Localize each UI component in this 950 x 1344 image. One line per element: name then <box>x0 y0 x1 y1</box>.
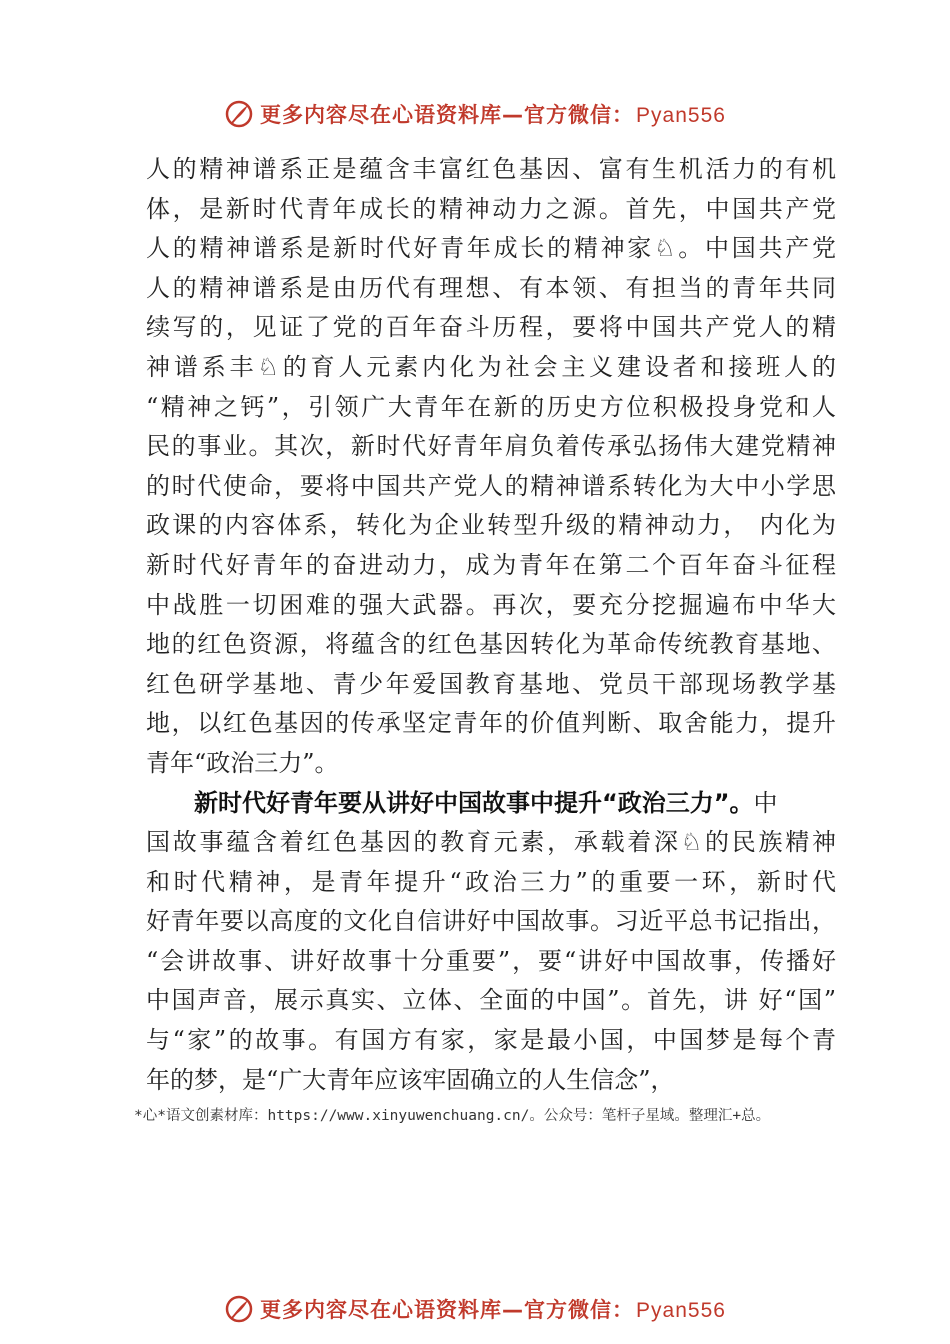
body-line: 体，是新时代青年成长的精神动力之源。首先，中国共产党 <box>146 194 836 223</box>
body-line: “精神之钙”，引领广大青年在新的历史方位积极投身党和人 <box>146 392 836 421</box>
banner-wechat-id: Pyan556 <box>636 1299 726 1322</box>
body-line: 地的红色资源，将蕴含的红色基因转化为革命传统教育基地、 <box>146 630 836 659</box>
feather-logo-icon <box>224 99 254 129</box>
body-line: 政课的内容体系，转化为企业转型升级的精神动力， 内化为 <box>146 511 836 540</box>
banner-text <box>260 1294 726 1324</box>
banner-text <box>260 99 726 129</box>
body-line: 与“家”的故事。有国方有家，家是最小国，中国梦是每个青 <box>146 1026 836 1055</box>
header-banner <box>0 94 950 134</box>
banner-brand: 更多内容尽在心语资料库 <box>260 103 503 127</box>
body-line: 人的精神谱系正是蕴含丰富红色基因、富有生机活力的有机 <box>146 155 836 183</box>
body-line: 青年“政治三力”。 <box>146 748 339 777</box>
section-heading-line <box>146 784 836 824</box>
banner-wechat-id: Pyan556 <box>636 104 726 127</box>
document-body <box>146 150 836 1100</box>
body-line: 人的精神谱系是由历代有理想、有本领、有担当的青年共同 <box>146 273 836 302</box>
body-line: 红色研学基地、青少年爱国教育基地、党员干部现场教学基 <box>146 669 836 698</box>
body-line: 好青年要以高度的文化自信讲好中国故事。习近平总书记指出， <box>146 907 836 936</box>
body-line: 年的梦，是“广大青年应该牢固确立的人生信念”， <box>146 1065 675 1094</box>
body-line: 人的精神谱系是新时代好青年成长的精神家♘。中国共产党 <box>146 234 836 263</box>
body-line: 中战胜一切困难的强大武器。再次，要充分挖掘遍布中华大 <box>146 590 836 619</box>
section-heading: 新时代好青年要从讲好中国故事中提升“政治三力”。 <box>194 788 754 817</box>
body-line: 中国声音，展示真实、立体、全面的中国”。首先，讲 好“国” <box>146 986 836 1015</box>
footer-banner <box>0 1289 950 1329</box>
body-line: 新时代好青年的奋进动力，成为青年在第二个百年奋斗征程 <box>146 550 836 579</box>
feather-logo-icon <box>224 1294 254 1324</box>
section-heading-continuation: 中 <box>753 788 778 817</box>
body-line: 续写的，见证了党的百年奋斗历程，要将中国共产党人的精 <box>146 313 836 342</box>
source-note: *心*语文创素材库：https://www.xinyuwenchuang.cn/。公众号：笔杆子星域。整理汇+总。 <box>134 1108 771 1124</box>
body-line: 和时代精神，是青年提升“政治三力”的重要一环，新时代 <box>146 867 836 896</box>
body-line: “会讲故事、讲好故事十分重要”，要“讲好中国故事，传播好 <box>146 946 836 975</box>
body-line: 民的事业。其次，新时代好青年肩负着传承弘扬伟大建党精神 <box>146 432 836 461</box>
banner-separator: —官方微信： <box>502 103 635 127</box>
body-line: 地，以红色基因的传承坚定青年的价值判断、取舍能力，提升 <box>146 709 836 738</box>
banner-brand: 更多内容尽在心语资料库 <box>260 1298 503 1322</box>
body-line: 国故事蕴含着红色基因的教育元素，承载着深♘的民族精神 <box>146 828 836 857</box>
body-line: 神谱系丰♘的育人元素内化为社会主义建设者和接班人的 <box>146 352 836 381</box>
body-line: 的时代使命，要将中国共产党人的精神谱系转化为大中小学思 <box>146 471 836 500</box>
banner-separator: —官方微信： <box>502 1298 635 1322</box>
